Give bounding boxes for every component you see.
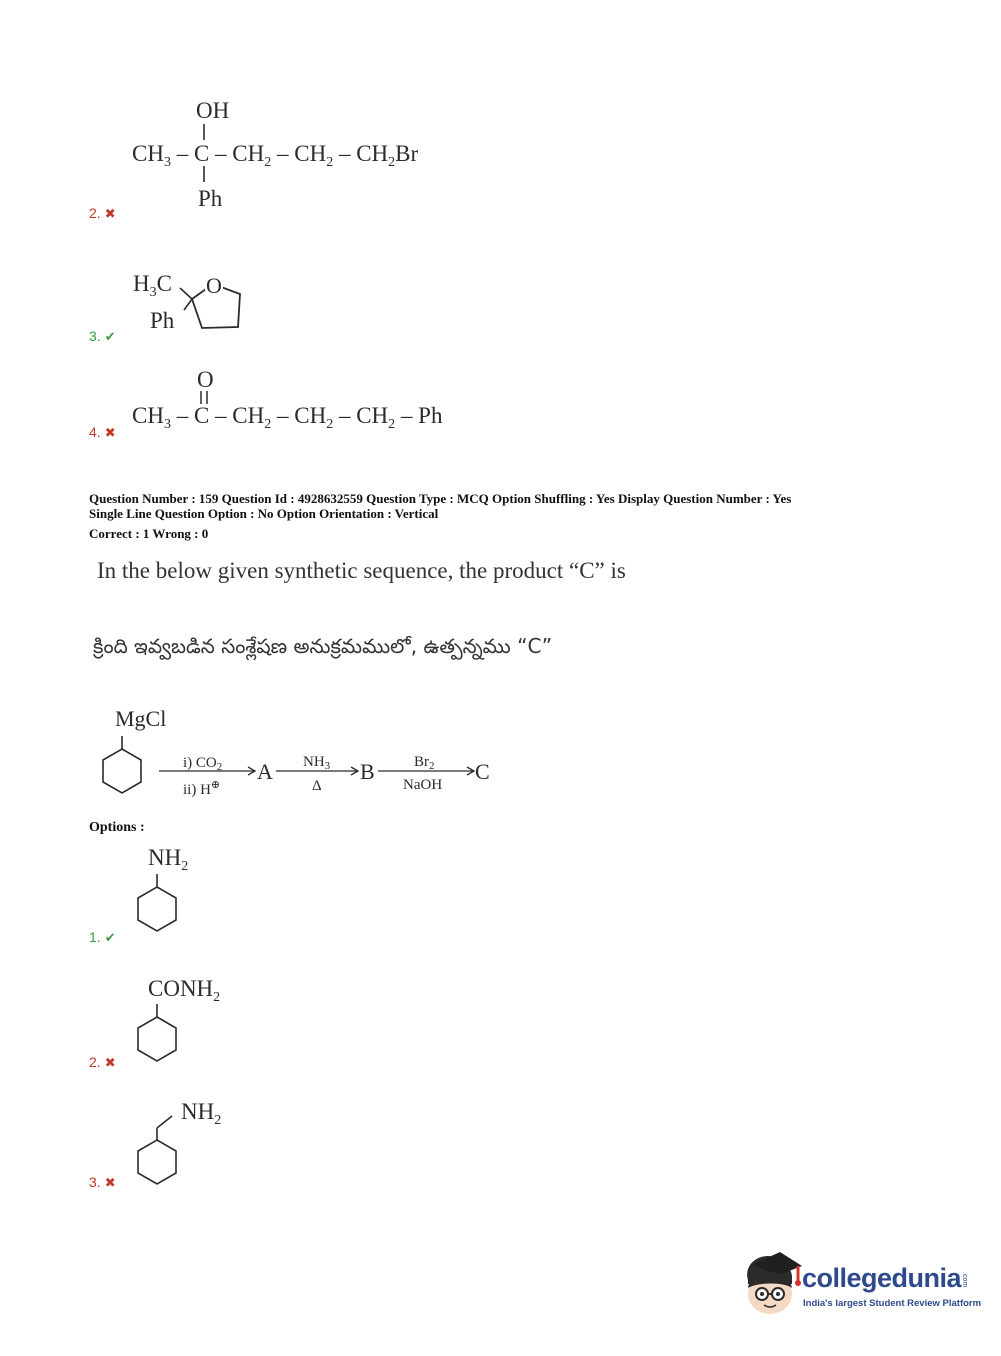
options-label: Options : — [89, 820, 145, 835]
scheme-cyclohexane — [100, 732, 150, 800]
scheme-arrow-1 — [157, 764, 261, 778]
prev-option4-chain: $CH_3$ – C – $CH_2 - CH_2 - CH_2$ – Ph — [132, 403, 443, 432]
scheme-step2-top: $NH_3$ — [303, 754, 331, 772]
prev-option3-ring-oxygen: O — [206, 273, 222, 298]
option3-number: 3. ✖ — [89, 1174, 116, 1190]
option2-cyclohexane — [134, 1000, 184, 1068]
scheme-step3-top: $Br_2$ — [414, 754, 435, 772]
question-text-english: In the below given synthetic sequence, the product “C” is — [97, 558, 626, 583]
scheme-step1-top: i) $CO_2$ — [183, 755, 223, 773]
prev-option3-number: 3. ✔ — [89, 328, 116, 344]
question-meta-line2: Single Line Question Option : No Option Orientation : Vertical — [89, 506, 439, 521]
scheme-step1-bottom: ii) H⊕ — [183, 779, 221, 798]
prev-option3-phenyl: Ph — [150, 308, 175, 333]
brand-tagline: India's largest Student Review Platform — [803, 1298, 982, 1309]
option3-group: $NH_2$ — [181, 1099, 222, 1128]
check-icon: ✔ — [104, 930, 116, 945]
option2-number: 2. ✖ — [89, 1054, 116, 1070]
scheme-step2-bottom: Δ — [312, 778, 322, 794]
option2-group: $CONH_2$ — [148, 976, 221, 1005]
cross-icon: ✖ — [104, 1055, 116, 1070]
question-score-line: Correct : 1 Wrong : 0 — [89, 526, 209, 541]
option3-cyclohexane — [134, 1108, 194, 1190]
prev-option3-ring — [170, 272, 260, 342]
scheme-product-b: B — [360, 759, 375, 784]
cross-icon: ✖ — [104, 425, 116, 440]
option1-number: 1. ✔ — [89, 929, 116, 945]
scheme-arrow-3 — [376, 764, 478, 778]
scheme-product-c: C — [475, 759, 490, 784]
prev-option2-chain: $CH_3$ – C – $CH_2 - CH_2 - CH_2Br$ — [132, 141, 419, 170]
question-meta-line1: Question Number : 159 Question Id : 4928632559 Question Type : MCQ Option Shuffling : Yes Display Question Number : Yes — [89, 491, 792, 506]
prev-option3-methyl: $H_3C$ — [133, 271, 172, 300]
brand-name: collegedunia — [802, 1263, 962, 1293]
cross-icon: ✖ — [104, 1175, 116, 1190]
prev-option2-number: 2. ✖ — [89, 205, 116, 221]
prev-option4-top-group: O — [197, 367, 214, 392]
scheme-arrow-2 — [274, 764, 362, 778]
collegedunia-mascot-icon — [740, 1250, 802, 1318]
prev-option2-bottom-group: Ph — [198, 186, 223, 211]
scheme-substituent: MgCl — [115, 706, 167, 731]
option1-cyclohexane — [134, 870, 184, 938]
check-icon: ✔ — [104, 329, 116, 344]
prev-option2-top-group: OH — [196, 98, 230, 123]
option1-group: $NH_2$ — [148, 845, 189, 874]
scheme-step3-bottom: NaOH — [403, 777, 443, 793]
cross-icon: ✖ — [104, 206, 116, 221]
question-text-telugu: క్రింది ఇవ్వబడిన సంశ్లేషణ అనుక్రమములో, ఉత్పన్నము “C” — [93, 634, 553, 658]
scheme-product-a: A — [257, 759, 273, 784]
brand-com: .com — [961, 1272, 968, 1288]
prev-option4-number: 4. ✖ — [89, 424, 116, 440]
